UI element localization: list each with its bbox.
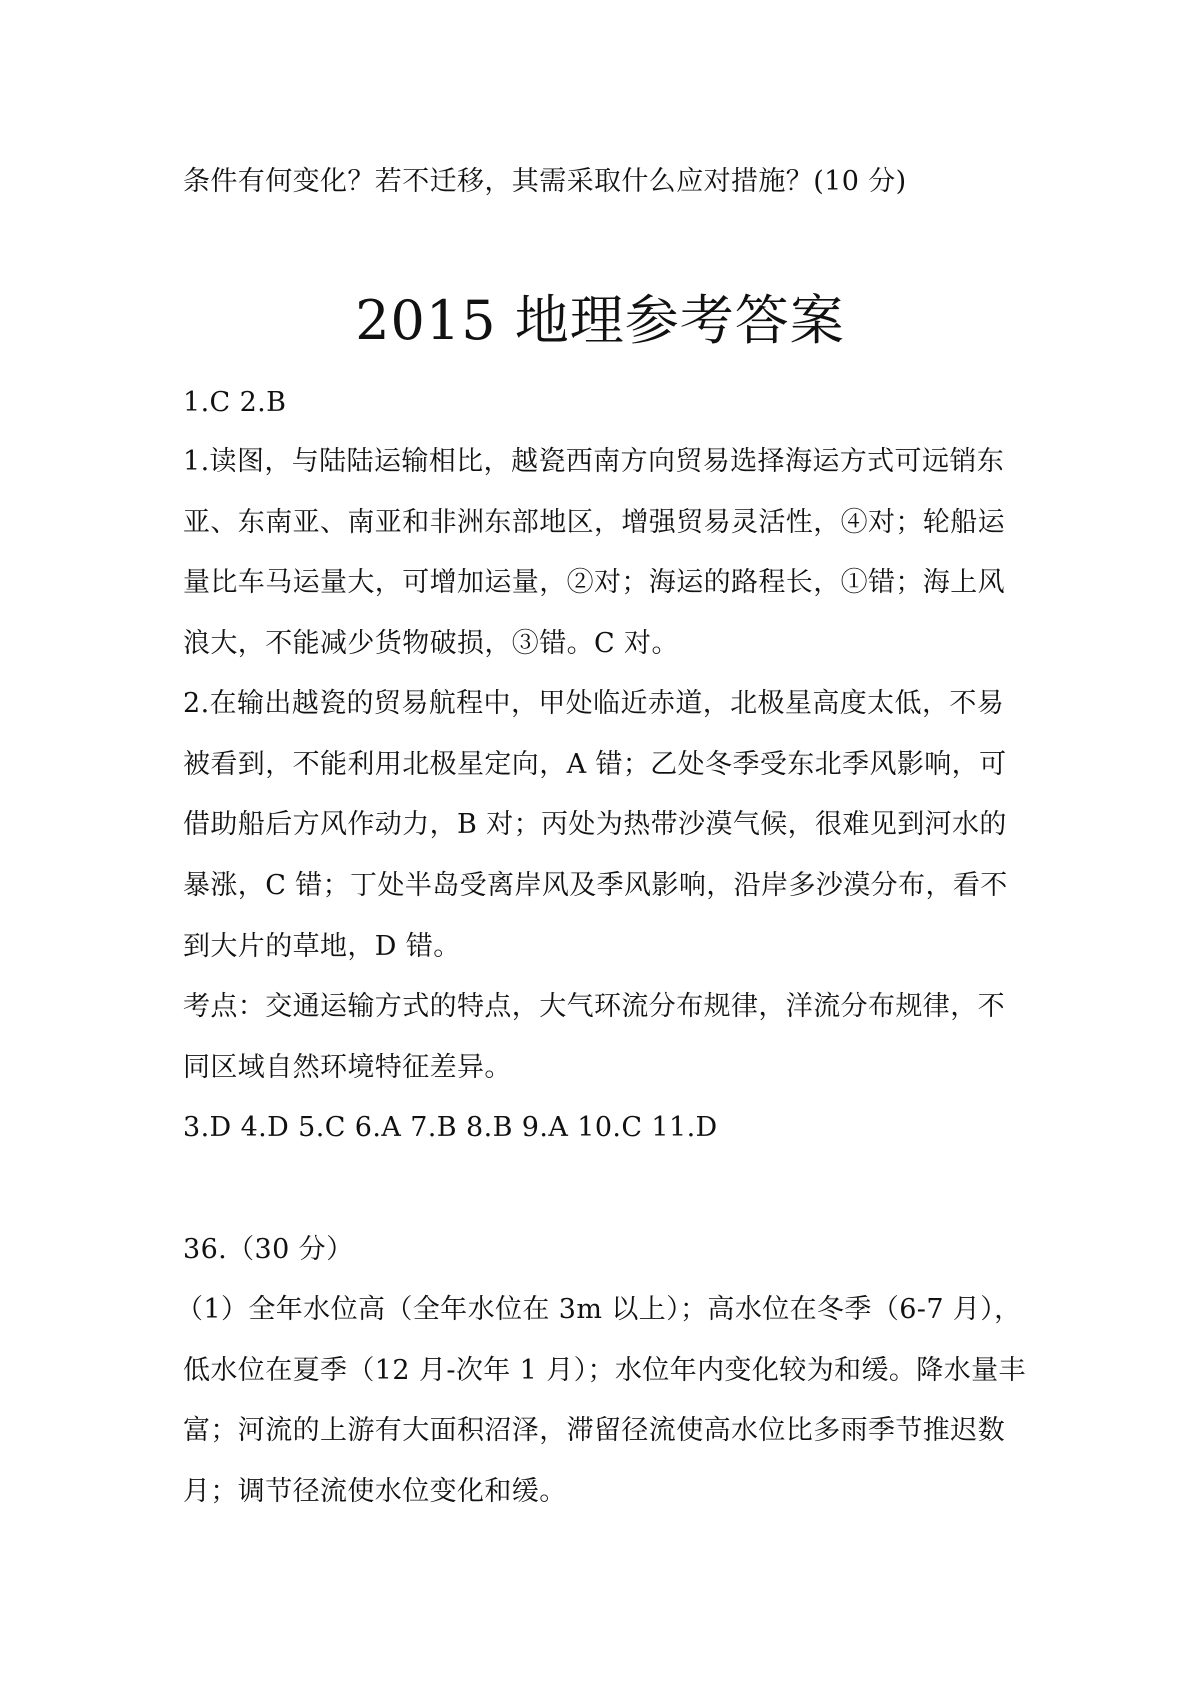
explanation-2-line-5: 到大片的草地，D 错。 bbox=[183, 931, 461, 962]
answers-1-2: 1.C 2.B bbox=[183, 387, 287, 418]
answer-36-1-line-2: 低水位在夏季（12 月-次年 1 月）；水位年内变化较为和缓。降水量丰 bbox=[183, 1355, 1026, 1386]
exam-point-line-2: 同区域自然环境特征差异。 bbox=[183, 1052, 512, 1083]
explanation-2-line-4: 暴涨，C 错；丁处半岛受离岸风及季风影响，沿岸多沙漠分布，看不 bbox=[183, 870, 1008, 901]
explanation-2-line-3: 借助船后方风作动力，B 对；丙处为热带沙漠气候，很难见到河水的 bbox=[183, 809, 1007, 840]
page-title: 2015 地理参考答案 bbox=[355, 289, 845, 352]
question-continuation: 条件有何变化？若不迁移，其需采取什么应对措施？(10 分) bbox=[183, 166, 907, 197]
explanation-2-line-2: 被看到，不能利用北极星定向，A 错；乙处冬季受东北季风影响，可 bbox=[183, 749, 1007, 780]
answer-36-1-line-3: 富；河流的上游有大面积沼泽，滞留径流使高水位比多雨季节推迟数 bbox=[183, 1415, 1005, 1446]
answer-36-1-line-4: 月；调节径流使水位变化和缓。 bbox=[183, 1476, 567, 1507]
explanation-1-line-3: 量比车马运量大，可增加运量，②对；海运的路程长，①错；海上风 bbox=[183, 567, 1005, 598]
explanation-1-line-4: 浪大，不能减少货物破损，③错。C 对。 bbox=[183, 628, 679, 659]
exam-point-line-1: 考点：交通运输方式的特点，大气环流分布规律，洋流分布规律，不 bbox=[183, 991, 1005, 1022]
explanation-1-line-2: 亚、东南亚、南亚和非洲东部地区，增强贸易灵活性，④对；轮船运 bbox=[183, 507, 1005, 538]
explanation-2-line-1: 2.在输出越瓷的贸易航程中，甲处临近赤道，北极星高度太低，不易 bbox=[183, 688, 1005, 719]
answer-36-1-line-1: （1）全年水位高（全年水位在 3m 以上）；高水位在冬季（6-7 月）， bbox=[176, 1294, 1022, 1325]
answers-3-11: 3.D 4.D 5.C 6.A 7.B 8.B 9.A 10.C 11.D bbox=[183, 1112, 718, 1143]
question-36-heading: 36.（30 分） bbox=[183, 1234, 354, 1265]
explanation-1-line-1: 1.读图，与陆陆运输相比，越瓷西南方向贸易选择海运方式可远销东 bbox=[183, 446, 1005, 477]
